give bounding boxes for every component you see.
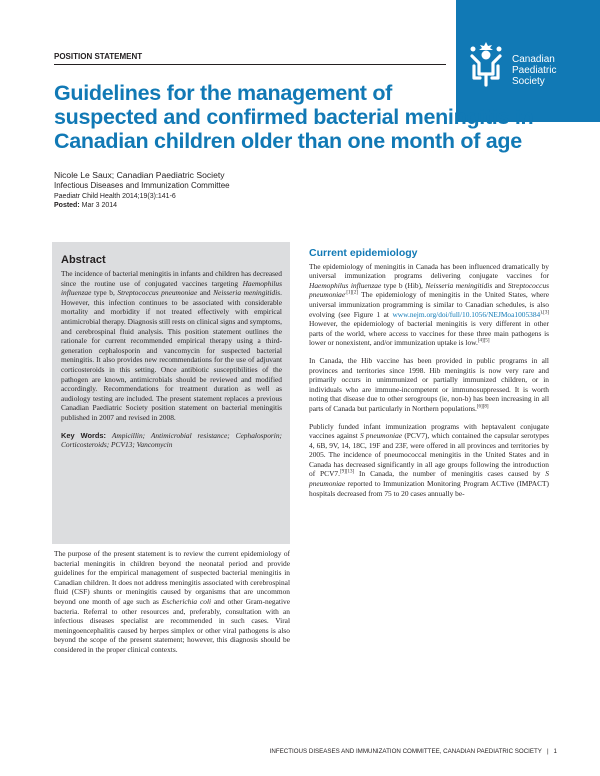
footer-separator: |: [546, 748, 549, 755]
abstract-box: [52, 242, 290, 544]
epi-p1-strep: Streptococcus pneumoniae: [309, 280, 550, 300]
intro-ecoli: Escherichia coli: [161, 596, 212, 606]
epi-ref-1: .[1][2]: [345, 290, 359, 296]
column-2: [309, 245, 549, 506]
abstract-hib: Haemophilus influenzae: [61, 278, 282, 298]
title-line-1: Guidelines for the management of: [54, 81, 393, 105]
epi-p1-text-c: and: [492, 280, 508, 290]
intro-text-2: and other Gram-negative bacteria. Referral to other resources and, preferably, consultation with an infectious diseases specialist are recommended in such cases. Viral meningoencephalitis caused by herpes simplex or other viral pathogens is also beyond the scope of the present statement; however, this diagnosis should be considered in the proper clinical contexts.: [54, 596, 290, 654]
posted-date: Mar 3 2014: [81, 202, 118, 209]
brand-line-3: Society: [512, 76, 545, 87]
posted-label: Posted:: [54, 202, 80, 209]
epi-p1-hib: Haemophilus influenzae: [309, 280, 382, 290]
posted-date-line: [54, 201, 230, 210]
abstract-text-3: and: [197, 288, 214, 298]
epi-p3-text-d: reported to Immunization Monitoring Program ACTive (IMPACT) hospitals decreased from 75 to 20 cases annually be-: [309, 479, 549, 498]
abstract-heading: Abstract: [61, 254, 106, 266]
epi-p3-text-b: (PCV7), which contained the capsular serotypes 4, 6B, 9V, 14, 18C, 19F and 23F, were offered in all provinces and territories by 2005. The incidence of pneumococcal meningitis in the United States and in Canada has decreased significantly in all age groups following the introduction of PCV7.: [309, 431, 549, 479]
epi-p1-text-e: However, the epidemiology of bacterial meningitis is very different in other parts of the world, where access to vaccines for these three main pathogens is lower or nonexistent, and/or immunization uptake is low.: [309, 319, 549, 348]
article-meta: [54, 170, 230, 210]
title-line-3: Canadian children older than one month of age: [54, 129, 522, 153]
epi-ref-4: [6][8]: [476, 404, 489, 410]
epidemiology-paragraph-2: [309, 356, 549, 414]
abstract-neis: Neisseria meningitidis: [213, 288, 281, 298]
epi-p1-text-b: type b (Hib),: [381, 280, 426, 290]
abstract-strep: Streptococcus pneumoniae: [117, 288, 198, 298]
epi-ref-5: [9][13]: [339, 470, 355, 475]
affiliation: Infectious Diseases and Immunization Committee: [54, 181, 230, 190]
citation: Paediatr Child Health 2014;19(3):141-6: [54, 193, 176, 200]
footer-text: INFECTIOUS DISEASES AND IMMUNIZATION COMMITTEE, CANADIAN PAEDIATRIC SOCIETY: [269, 748, 542, 755]
abstract-text-1: The incidence of bacterial meningitis in infants and children has decreased since the routine use of conjugated vaccines targeting: [61, 269, 282, 288]
page-number: 1: [553, 748, 557, 755]
page-title: [54, 81, 574, 153]
epi-p2-text: In Canada, the Hib vaccine has been provided in public programs in all provinces and territories since 1998. Hib meningitis is now very rare and primarily occurs in unimmunized or partially immunized children, or in individuals who are immune-incompetent or immunosuppressed. It is worth noting that disease due to other serogroups (ie, non-b) has been increasing in all parts of Canada but particularly in Northern populations.: [309, 355, 549, 413]
epi-p3-sp-2: S pneumoniae: [309, 469, 549, 489]
intro-text-1: The purpose of the present statement is to review the current epidemiology of bacterial meningitis in children beyond the neonatal period and provide guidelines for the empirical management of suspected bacterial meningitis in Canadian children. It does not address meningitis associated with cerebrospinal fluid (CSF) shunts or meningitis caused by organisms that are uncommon beyond one month of age such as: [54, 549, 290, 606]
epidemiology-paragraph-3: [309, 422, 549, 499]
section-divider: [54, 64, 446, 65]
brand-line-2: Paediatric: [512, 65, 557, 76]
nejm-link[interactable]: www.nejm.org/doi/full/10.1056/NEJMoa1005384: [392, 309, 541, 319]
abstract-text: [61, 269, 282, 423]
abstract-text-2: type b,: [91, 288, 118, 298]
author: Nicole Le Saux; Canadian Paediatric Society: [54, 170, 225, 180]
epi-ref-3: [4][5]: [477, 338, 490, 344]
keywords-list: Ampicillin; Antimicrobial resistance; Cephalosporin; Corticosteroids; PCV13; Vancomycin: [61, 430, 282, 450]
epi-p3-sp: S pneumoniae: [359, 431, 403, 441]
page-footer: [0, 748, 557, 755]
keywords-label: Key Words:: [61, 430, 106, 440]
abstract-text-4: . However, this infection continues to be associated with considerable mortality and morbidity if not treated effectively with empirical antimicrobial therapy. Diagnosis still rests on clinical signs and symptoms, and cerebrospinal fluid analysis. This position statement outlines the rationale for current recommended empirical therapy using a third-generation cephalosporin and vancomycin for suspected bacterial meningitis. It also provides new recommendations for the use of adjuvant corticosteroids in this setting. Once antibiotic susceptibilities of the pathogen are known, antimicrobials should be reviewed and modified accordingly. Recommendations for treatment duration as well as audiology testing are included. The present statement replaces a previous Canadian Paediatric Society position statement on bacterial meningitis published in 2007 and revised in 2008.: [61, 288, 283, 422]
section-label: POSITION STATEMENT: [54, 52, 143, 61]
brand-line-1: Canadian: [512, 54, 555, 65]
epi-p3-text-c: In Canada, the number of meningitis cases caused by: [354, 469, 546, 479]
keywords: [61, 431, 282, 450]
epidemiology-paragraph-1: [309, 262, 549, 348]
epi-p1-text-d: The epidemiology of meningitis in the United States, where universal immunization programming is similar to Canadian schedules, is also evolving (see Figure 1 at: [309, 290, 549, 319]
epi-p3-text-a: Publicly funded infant immunization programs with heptavalent conjugate vaccines against: [309, 421, 549, 441]
epi-p1-text-a: The epidemiology of meningitis in Canada has been influenced dramatically by universal immunization programs delivering conjugate vaccines for: [309, 261, 549, 281]
intro-paragraph-column-1: [54, 549, 290, 655]
epi-p1-neis: Neisseria meningitidis: [425, 280, 493, 290]
epidemiology-heading: Current epidemiology: [309, 247, 418, 259]
title-line-2: suspected and confirmed bacterial meningitis in: [54, 105, 534, 129]
epi-ref-2: ).[3]: [540, 310, 549, 316]
